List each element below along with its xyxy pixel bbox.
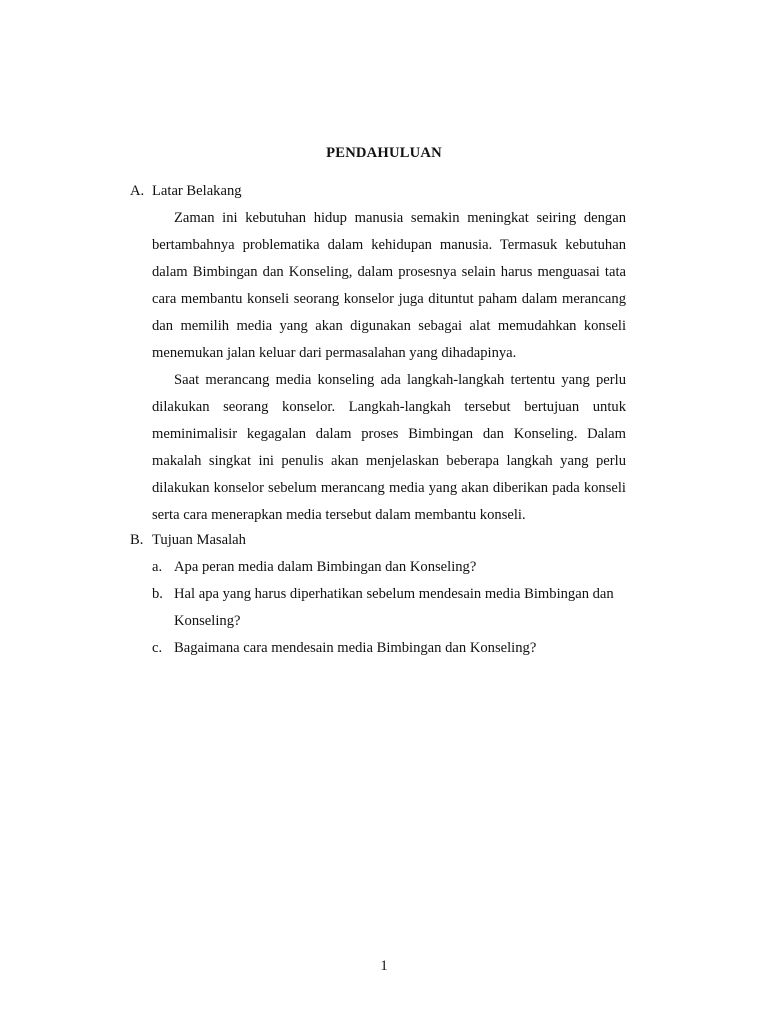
paragraph-2: Saat merancang media konseling ada langkah-langkah tertentu yang perlu dilakukan seorang konselor. Langkah-langkah tersebut bertujuan untuk meminimalisir kegagalan dalam proses Bimbingan dan Konseling. Dalam makalah singkat ini penulis akan menjelaskan beberapa langkah yang perlu dilakukan konselor sebelum merancang media yang akan diberikan pada konseli serta cara menerapkan media tersebut dalam membantu konseli.: [152, 372, 626, 523]
section-b-title: Tujuan Masalah: [152, 532, 246, 548]
list-item-text: Apa peran media dalam Bimbingan dan Konseling?: [174, 559, 477, 575]
list-item-text: Bagaimana cara mendesain media Bimbingan dan Konseling?: [174, 639, 537, 656]
list-marker: c.: [152, 639, 163, 656]
question-list: [152, 554, 626, 662]
page-number: 1: [380, 958, 388, 974]
section-a-title: Latar Belakang: [152, 183, 242, 199]
list-item: [152, 635, 626, 662]
section-a-heading: [130, 183, 242, 200]
paragraph-1: Zaman ini kebutuhan hidup manusia semakin meningkat seiring dengan bertambahnya problematika dalam kehidupan manusia. Termasuk kebutuhan dalam Bimbingan dan Konseling, dalam prosesnya selain harus menguasai tata cara membantu konseli seorang konselor juga dituntut paham dalam merancang dan memilih media yang akan digunakan sebagai alat memudahkan konseli menemukan jalan keluar dari permasalahan yang dihadapinya.: [152, 210, 626, 361]
list-item: [152, 581, 626, 635]
section-a-letter: A.: [130, 183, 145, 199]
section-b-heading: [130, 532, 246, 549]
list-marker: a.: [152, 559, 163, 575]
page-title: PENDAHULUAN: [326, 145, 442, 161]
list-item: [152, 554, 626, 581]
list-item-text: Hal apa yang harus diperhatikan sebelum mendesain media Bimbingan dan Konseling?: [174, 585, 614, 629]
section-b-letter: B.: [130, 532, 144, 548]
list-marker: b.: [152, 585, 163, 602]
